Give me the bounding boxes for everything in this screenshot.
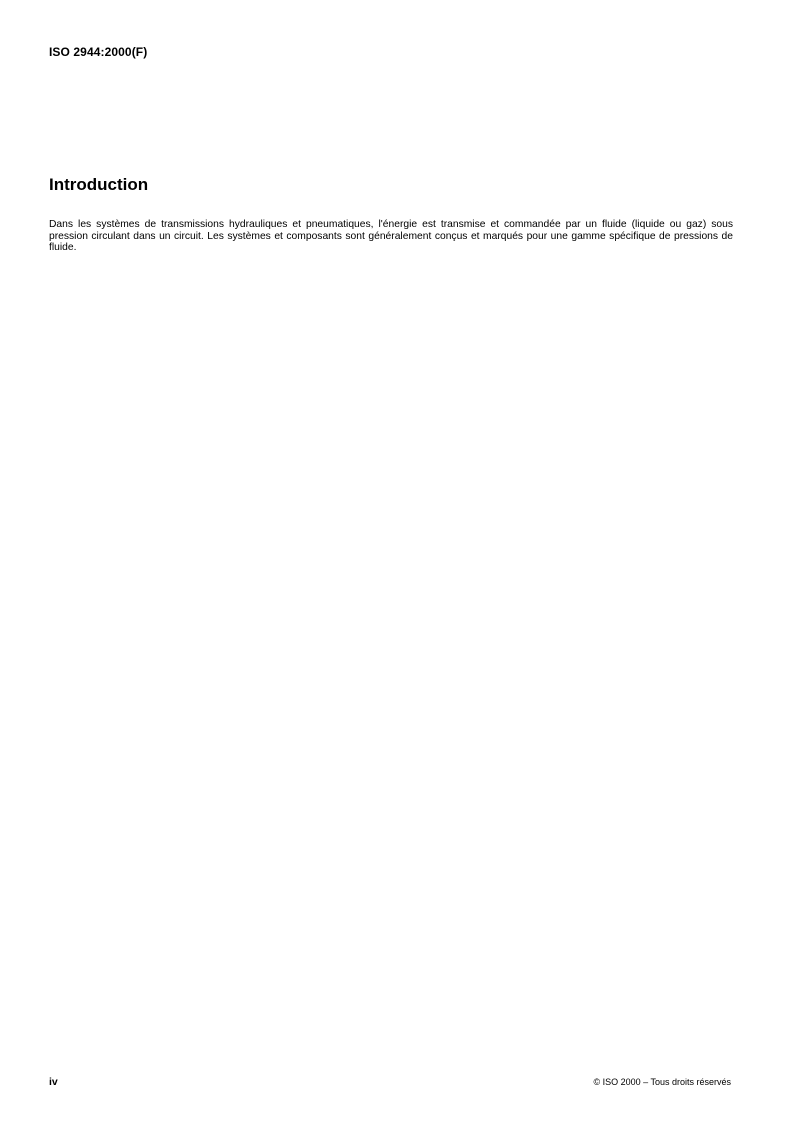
introduction-paragraph: Dans les systèmes de transmissions hydrauliques et pneumatiques, l'énergie est transmise et commandée par un fluide (liquide ou gaz) sous pression circulant dans un circuit. Les systèmes et composants sont généralement conçus et marqués pour une gamme spécifique de pressions de fluide. xyxy=(49,219,733,253)
copyright-notice: © ISO 2000 – Tous droits réservés xyxy=(593,1077,731,1087)
page-number: iv xyxy=(49,1076,58,1088)
document-header: ISO 2944:2000(F) xyxy=(49,45,148,59)
section-title: Introduction xyxy=(49,175,149,194)
